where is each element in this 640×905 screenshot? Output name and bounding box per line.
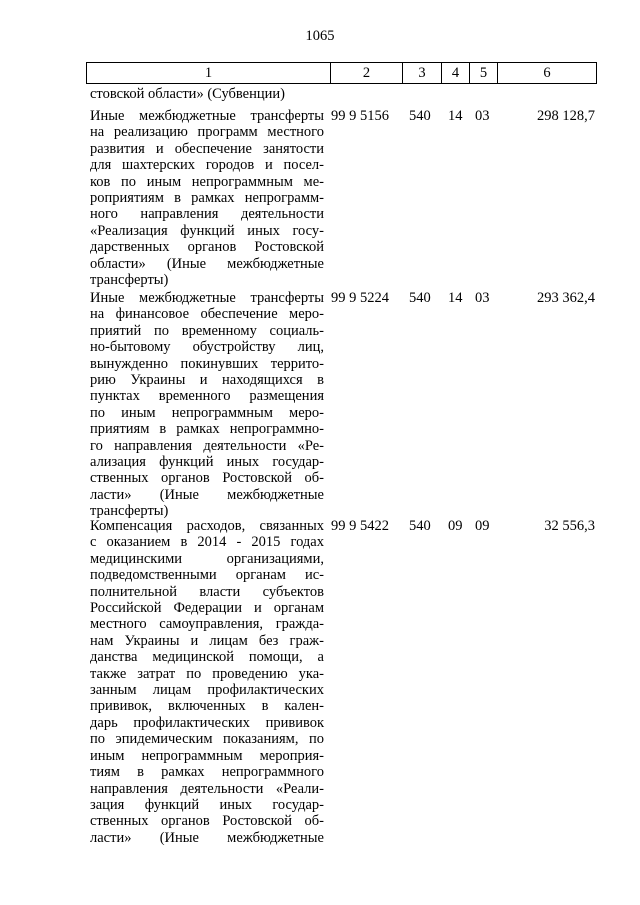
row-code: 99 9 5156 [331,108,389,124]
continued-text: стовской области» (Субвенции) [90,86,285,102]
header-col-5: 5 [470,63,498,83]
description-line: Компенсация расходов, связанных [90,518,324,534]
description-line: роприятиям в рамках непрограмм- [90,190,324,207]
header-col-1: 1 [87,63,331,83]
description-line: ласти» (Иные межбюджетные [90,486,324,503]
description-line: приятий по временному социаль- [90,322,324,339]
row-code: 99 9 5224 [331,290,389,306]
table-header [86,62,597,84]
description-line: Иные межбюджетные трансферты [90,108,324,124]
row-description [90,290,324,520]
description-line: «Реализация функций иных госу- [90,222,324,239]
description-line: трансферты) [90,503,169,520]
description-line: направления деятельности «Реали- [90,780,324,797]
description-line: с оказанием в 2014 - 2015 годах [90,534,324,551]
description-line: дарь профилактических прививок [90,714,324,731]
description-line: рию Украины и находящихся в [90,372,324,389]
row-description [90,108,324,288]
header-col-3: 3 [403,63,442,83]
description-line: иным непрограммным мероприя- [90,747,324,764]
row-amount: 32 556,3 [544,518,595,534]
description-line: приятиям в рамках непрограммно- [90,421,324,438]
description-line: ственных органов Ростовской об- [90,813,324,830]
description-line: на реализацию программ местного [90,124,324,141]
description-line: по иным непрограммным меро- [90,404,324,421]
page-number: 1065 [305,28,335,44]
description-line: также затрат по проведению ука- [90,665,324,682]
header-col-6: 6 [543,65,551,81]
description-line: на финансовое обеспечение меро- [90,306,324,323]
description-line: дарственных органов Ростовской [90,239,324,256]
description-line: медицинскими организациями, [90,550,324,567]
description-line: ализация функций иных государ- [90,454,324,471]
description-line: для шахтерских городов и посел- [90,157,324,174]
description-line: ласти» (Иные межбюджетные [90,829,324,846]
description-line: местного самоуправления, гражда- [90,616,324,633]
row-code: 99 9 5422 [331,518,389,534]
header-col-2: 2 [331,63,403,83]
description-line: пунктах временного размещения [90,388,324,405]
description-line: полнительной власти субъектов [90,583,324,600]
description-line: прививок, включенных в кален- [90,698,324,715]
row-col-5: 03 [475,108,490,124]
description-line: подведомственными органам ис- [90,567,324,584]
row-col-5: 09 [475,518,490,534]
row-col-3: 540 [409,290,431,306]
row-col-4: 09 [448,518,463,534]
description-line: трансферты) [90,272,169,289]
description-line: Российской Федерации и органам [90,600,324,617]
description-line: области» (Иные межбюджетные [90,255,324,272]
description-line: данства медицинской помощи, а [90,649,324,666]
description-line: по эпидемическим показаниям, по [90,731,324,748]
description-line: но-бытовому обустройству лиц, [90,339,324,356]
row-amount: 298 128,7 [537,108,595,124]
header-col-4: 4 [442,63,470,83]
description-line: зация функций иных государ- [90,796,324,813]
row-amount: 293 362,4 [537,290,595,306]
row-col-4: 14 [448,290,463,306]
description-line: го направления деятельности «Ре- [90,437,324,454]
row-description [90,518,324,846]
description-line: Иные межбюджетные трансферты [90,290,324,306]
description-line: вынужденно покинувших террито- [90,355,324,372]
description-line: ственных органов Ростовской об- [90,470,324,487]
row-col-3: 540 [409,518,431,534]
row-col-3: 540 [409,108,431,124]
row-col-5: 03 [475,290,490,306]
description-line: развития и обеспечение занятости [90,140,324,157]
row-col-4: 14 [448,108,463,124]
description-line: тиям в рамках непрограммного [90,764,324,781]
description-line: нам Украины и лицам без граж- [90,632,324,649]
description-line: занным лицам профилактических [90,682,324,699]
description-line: ного направления деятельности [90,206,324,223]
description-line: ков по иным непрограммным ме- [90,173,324,190]
